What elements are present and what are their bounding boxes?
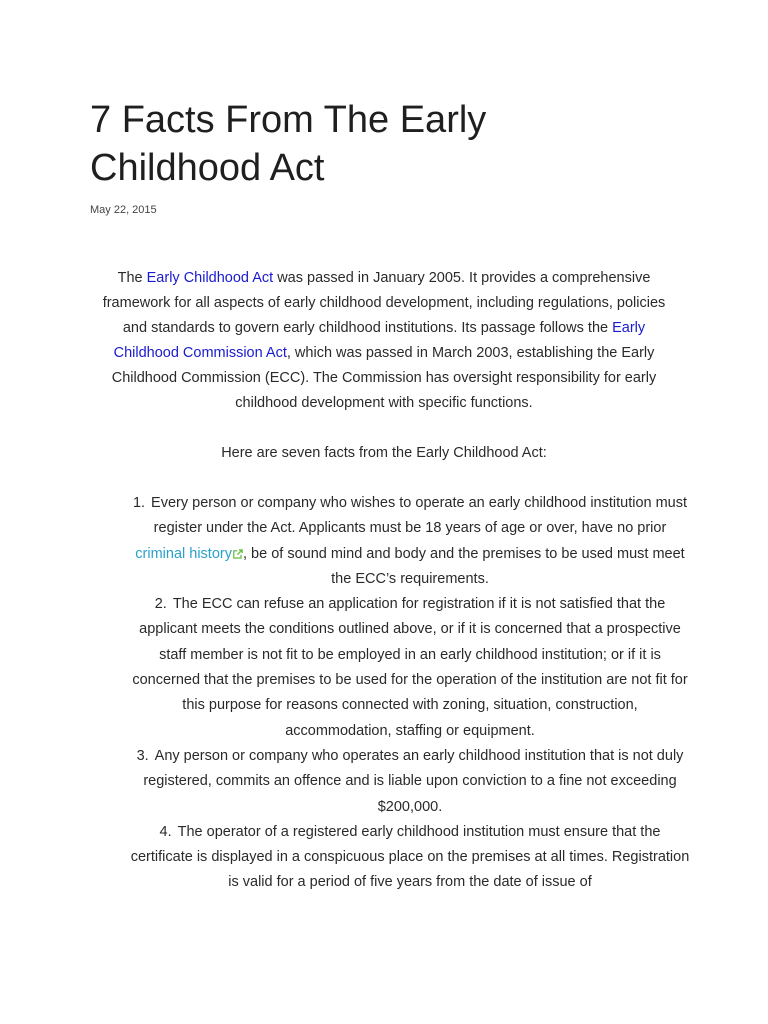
article-date: May 22, 2015 (90, 204, 157, 216)
criminal-history-link[interactable]: criminal history (135, 545, 232, 562)
fact-item-3 (130, 744, 690, 820)
fact-item-1 (130, 491, 690, 592)
fact-number: 2. (154, 596, 167, 613)
fact-item-4 (130, 820, 690, 896)
intro-text-3: , which was passed in March 2003, establishing the Early Childhood Commission (ECC). The Commission has oversight responsibility for early childhood development with specific functions. (111, 345, 657, 411)
fact-number: 1. (132, 495, 146, 511)
intro-text-2: was passed in January 2005. It provides a comprehensive framework for all aspects of early childhood development, including regulations, policies and standards to govern early childhood institutions. Its passage follows the (102, 270, 666, 336)
facts-list (90, 491, 690, 896)
fact-number: 3. (136, 747, 149, 764)
fact-item-2 (130, 592, 690, 744)
early-childhood-act-link[interactable]: Early Childhood Act (146, 270, 274, 286)
external-link-icon[interactable] (233, 549, 243, 559)
fact-text: Any person or company who operates an early childhood institution that is not duly registered, commits an offence and is liable upon conviction to a fine not exceeding $200,000. (143, 747, 684, 815)
fact-text-cont: , be of sound mind and body and the premises to be used must meet the ECC’s requirements. (242, 545, 685, 587)
fact-text: The ECC can refuse an application for registration if it is not satisfied that the applicant meets the conditions outlined above, or if it is concerned that a prospective staff member is not fit to be employed in an early childhood institution; or if it is concerned that the premises to be used for the operation of the institution are not fit for this purpose for reasons connected with zoning, situation, construction, accommodation, staffing or equipment. (132, 596, 688, 739)
fact-number: 4. (159, 823, 172, 840)
fact-text: The operator of a registered early childhood institution must ensure that the certificate is displayed in a conspicuous place on the premises at all times. Registration is valid for a period of five years from the date of issue of (130, 823, 690, 891)
article-title: 7 Facts From The Early Childhood Act (90, 99, 487, 189)
intro-paragraph (90, 266, 678, 416)
facts-lead: Here are seven facts from the Early Childhood Act: (221, 445, 547, 461)
fact-text: Every person or company who wishes to operate an early childhood institution must register under the Act. Applicants must be 18 years of age or over, have no prior (151, 495, 688, 537)
early-childhood-commission-act-link[interactable]: Early Childhood Commission Act (113, 320, 646, 361)
article (90, 96, 690, 896)
intro-text-1: The (117, 270, 147, 286)
